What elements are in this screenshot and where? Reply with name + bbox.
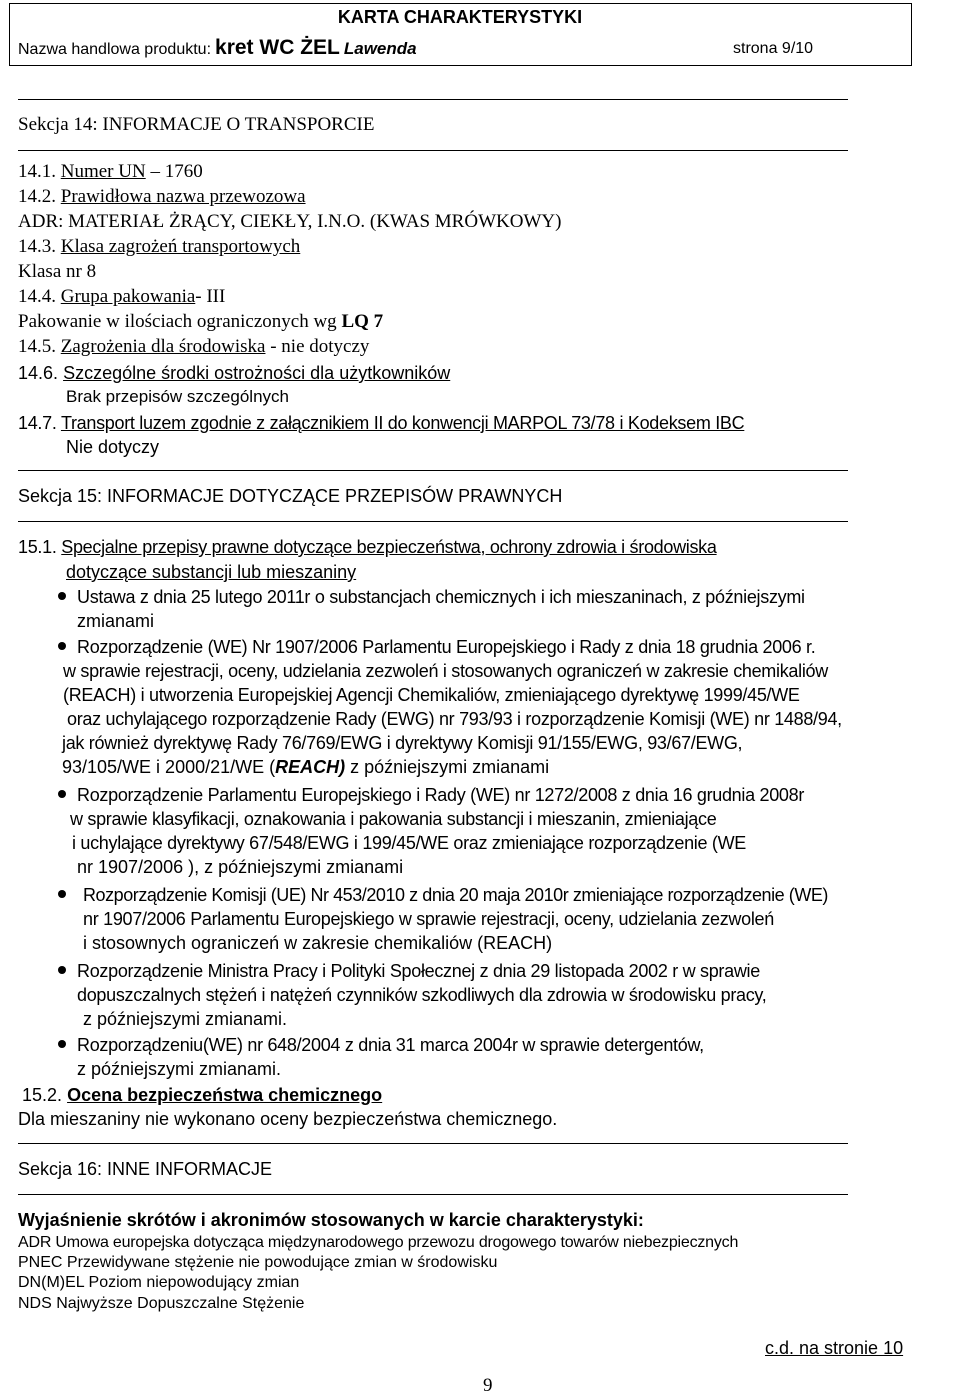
abbreviation-item: NDS Najwyższe Dopuszczalne Stężenie <box>18 1295 305 1312</box>
divider <box>18 150 848 151</box>
shipping-name-num: 14.2. <box>18 186 56 207</box>
page-number: 9 <box>483 1375 493 1396</box>
packing-group-value: - III <box>195 286 226 307</box>
section-15-title: Sekcja 15: INFORMACJE DOTYCZĄCE PRZEPISÓW PRAWNYCH <box>18 486 563 506</box>
un-number-row <box>18 162 203 181</box>
reach-text-a: 93/105/WE i 2000/21/WE ( <box>62 757 276 777</box>
hazard-class-num: 14.3. <box>18 236 56 257</box>
divider <box>18 99 848 100</box>
divider <box>18 470 848 471</box>
product-variant: Lawenda <box>343 39 417 58</box>
bulk-transport-row <box>18 414 744 432</box>
hazard-class-label: Klasa zagrożeń transportowych <box>60 236 301 257</box>
shipping-name-value: ADR: MATERIAŁ ŻRĄCY, CIEKŁY, I.N.O. (KWAS MRÓWKOWY) <box>18 211 562 232</box>
reach-text-b: REACH) <box>275 757 346 777</box>
bullet-icon <box>58 592 66 600</box>
precautions-row <box>18 364 450 382</box>
env-hazard-value: - nie dotyczy <box>265 336 370 357</box>
product-line <box>18 37 417 58</box>
env-hazard-row <box>18 337 369 356</box>
regulation-item: Rozporządzenie Parlamentu Europejskiego i Rady (WE) nr 1272/2008 z dnia 16 grudnia 2008r <box>77 785 805 805</box>
regulation-item-cont: zmianami <box>77 611 155 631</box>
packing-group-row <box>18 287 225 306</box>
limited-quantity-text: Pakowanie w ilościach ograniczonych wg <box>18 311 342 332</box>
env-hazard-num: 14.5. <box>18 336 56 357</box>
abbreviation-item: DN(M)EL Poziom niepowodujący zmian <box>18 1274 300 1291</box>
bullet-icon <box>58 642 66 650</box>
regulation-item-cont: w sprawie klasyfikacji, oznakowania i pakowania substancji i mieszanin, zmieniające <box>70 809 717 829</box>
bulk-transport-num: 14.7. <box>18 413 57 433</box>
divider <box>18 1143 848 1144</box>
regulation-item-cont <box>62 758 549 776</box>
regulation-item-cont: i stosownych ograniczeń w zakresie chemikaliów (REACH) <box>83 933 553 953</box>
regulations-label-cont: dotyczące substancji lub mieszaniny <box>66 562 357 582</box>
product-label: Nazwa handlowa produktu: <box>18 41 212 58</box>
regulation-item: Rozporządzeniu(WE) nr 648/2004 z dnia 31 marca 2004r w sprawie detergentów, <box>77 1035 704 1055</box>
regulation-item-cont: oraz uchylającego rozporządzenie Rady (EWG) nr 793/93 i rozporządzenie Komisji (WE) nr 1488/94, <box>67 709 842 729</box>
un-num: 14.1. <box>18 161 56 182</box>
regulation-item-cont: nr 1907/2006 Parlamentu Europejskiego w sprawie rejestracji, oceny, udzielania zezwoleń <box>83 909 774 929</box>
regulations-heading-row <box>18 538 717 556</box>
bullet-icon <box>58 890 66 898</box>
regulation-item-cont: (REACH) i utworzenia Europejskiej Agencji Chemikaliów, zmieniającego dyrektywę 1999/45/WE <box>63 685 800 705</box>
bulk-transport-label: Transport luzem zgodnie z załącznikiem II do konwencji MARPOL 73/78 i Kodeksem IBC <box>60 413 745 433</box>
safety-assessment-label: Ocena bezpieczeństwa chemicznego <box>67 1085 383 1105</box>
continued-link[interactable]: c.d. na stronie 10 <box>765 1338 904 1358</box>
hazard-class-value: Klasa nr 8 <box>18 261 97 282</box>
bulk-transport-value: Nie dotyczy <box>66 437 160 457</box>
section-16-title: Sekcja 16: INNE INFORMACJE <box>18 1159 273 1179</box>
abbreviations-title: Wyjaśnienie skrótów i akronimów stosowanych w karcie charakterystyki: <box>18 1210 644 1230</box>
un-label: Numer UN <box>60 161 146 182</box>
bullet-icon <box>58 790 66 798</box>
shipping-name-row <box>18 187 306 206</box>
hazard-class-row <box>18 237 300 256</box>
bullet-icon <box>58 1040 66 1048</box>
safety-assessment-row <box>22 1086 382 1104</box>
regulation-item-cont: dopuszczalnych stężeń i natężeń czynników szkodliwych dla zdrowia w środowisku pracy, <box>77 985 767 1005</box>
regulation-item-cont: jak również dyrektywę Rady 76/769/EWG i dyrektywy Komisji 91/155/EWG, 93/67/EWG, <box>62 733 743 753</box>
regulation-item-cont: z późniejszymi zmianami. <box>83 1009 288 1029</box>
limited-quantity-row <box>18 312 383 331</box>
regulation-item-cont: nr 1907/2006 ), z późniejszymi zmianami <box>77 857 404 877</box>
precautions-num: 14.6. <box>18 363 59 383</box>
packing-group-num: 14.4. <box>18 286 56 307</box>
regulation-item-cont: z późniejszymi zmianami. <box>77 1059 282 1079</box>
page-info: strona 9/10 <box>733 40 814 57</box>
regulations-num: 15.1. <box>18 537 57 557</box>
section-14-title: Sekcja 14: INFORMACJE O TRANSPORCIE <box>18 114 375 135</box>
safety-assessment-num: 15.2. <box>22 1085 63 1105</box>
regulation-item-cont: w sprawie rejestracji, oceny, udzielania zezwoleń i stosowanych ograniczeń w zakresie chemikaliów <box>63 661 828 681</box>
product-name: kret WC ŻEL <box>215 36 340 59</box>
abbreviation-item: PNEC Przewidywane stężenie nie powodujące zmian w środowisku <box>18 1254 498 1271</box>
regulation-item: Rozporządzenie (WE) Nr 1907/2006 Parlamentu Europejskiego i Rady z dnia 18 grudnia 2006 r. <box>77 637 816 657</box>
regulation-item: Ustawa z dnia 25 lutego 2011r o substancjach chemicznych i ich mieszaninach, z późniejszymi <box>77 587 805 607</box>
regulations-label: Specjalne przepisy prawne dotyczące bezpieczeństwa, ochrony zdrowia i środowiska <box>61 537 717 557</box>
regulation-item: Rozporządzenie Ministra Pracy i Polityki Społecznej z dnia 29 listopada 2002 r w sprawie <box>77 961 760 981</box>
divider <box>18 1194 848 1195</box>
env-hazard-label: Zagrożenia dla środowiska <box>60 336 266 357</box>
reach-text-c: z późniejszymi zmianami <box>345 757 550 777</box>
divider <box>18 521 848 522</box>
shipping-name-label: Prawidłowa nazwa przewozowa <box>60 186 306 207</box>
precautions-value: Brak przepisów szczególnych <box>66 387 289 406</box>
bullet-icon <box>58 966 66 974</box>
safety-assessment-value: Dla mieszaniny nie wykonano oceny bezpieczeństwa chemicznego. <box>18 1109 558 1129</box>
un-value: – 1760 <box>145 161 203 182</box>
regulation-item-cont: i uchylające dyrektywy 67/548/EWG i 199/45/WE oraz zmieniające rozporządzenie (WE <box>72 833 747 853</box>
document-title: KARTA CHARAKTERYSTYKI <box>337 7 583 27</box>
precautions-label: Szczególne środki ostrożności dla użytkowników <box>63 363 451 383</box>
regulation-item: Rozporządzenie Komisji (UE) Nr 453/2010 z dnia 20 maja 2010r zmieniające rozporządzenie (WE) <box>83 885 828 905</box>
packing-group-label: Grupa pakowania <box>60 286 196 307</box>
abbreviation-item: ADR Umowa europejska dotycząca międzynarodowego przewozu drogowego towarów niebezpiecznych <box>18 1234 739 1251</box>
limited-quantity-value: LQ 7 <box>341 311 384 332</box>
